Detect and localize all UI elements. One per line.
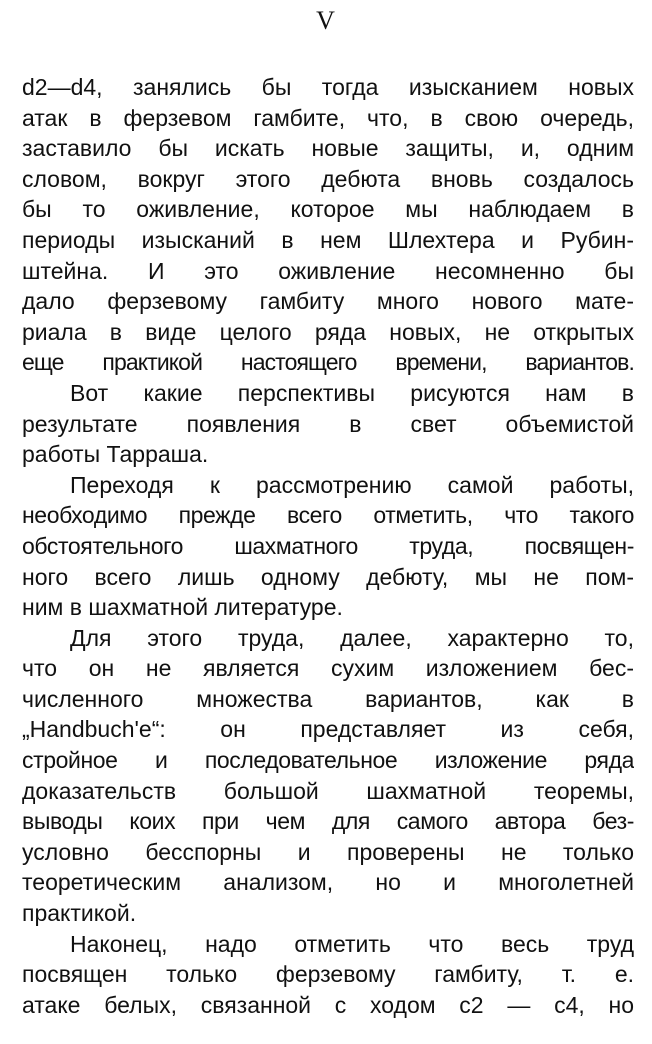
- text-line: штейна. И это оживление несомненно бы: [22, 257, 634, 284]
- text-line: бы то оживление, которое мы наблюдаем в: [22, 196, 634, 223]
- paragraph-5: [22, 929, 634, 1021]
- text-line: условно бесспорны и проверены не только: [22, 838, 634, 865]
- text-line: что он не является сухим изложением бес-: [22, 655, 634, 682]
- text-line: риала в виде целого ряда новых, не открытых: [22, 318, 634, 345]
- paragraph-3: [22, 470, 634, 623]
- body-text: [22, 72, 634, 1020]
- text-line: результате появления в свет объемистой: [22, 410, 634, 437]
- text-line: дало ферзевому гамбиту много нового мате-: [22, 288, 634, 315]
- text-line: стройное и последовательное изложение ряда: [22, 747, 634, 774]
- text-line: еще практикой настоящего времени, вариантов.: [22, 349, 634, 376]
- text-line: практикой.: [22, 900, 137, 927]
- paragraph-4: [22, 623, 634, 929]
- text-line: работы Тарраша.: [22, 441, 209, 468]
- text-line: атаке белых, связанной с ходом c2 — c4, но: [22, 991, 634, 1018]
- text-line: необходимо прежде всего отметить, что такого: [22, 502, 634, 529]
- text-line: ного всего лишь одному дебюту, мы не пом-: [22, 563, 634, 590]
- text-line: периоды изысканий в нем Шлехтера и Рубин-: [22, 226, 634, 253]
- paragraph-2: [22, 378, 634, 470]
- text-line: выводы коих при чем для самого автора без-: [22, 808, 634, 835]
- text-line: ним в шахматной литературе.: [22, 594, 343, 621]
- paragraph-1: [22, 72, 634, 378]
- page-number: V: [316, 6, 336, 35]
- text-line: „Handbuch'e“: он представляет из себя,: [22, 716, 634, 743]
- text-line: Переходя к рассмотрению самой работы,: [70, 471, 634, 498]
- text-line: словом, вокруг этого дебюта вновь создалось: [22, 165, 634, 192]
- text-line: численного множества вариантов, как в: [22, 685, 634, 712]
- text-line: атак в ферзевом гамбите, что, в свою очередь,: [22, 104, 634, 131]
- text-line: теоретическим анализом, но и многолетней: [22, 869, 634, 896]
- text-line: Для этого труда, далее, характерно то,: [70, 624, 634, 651]
- text-line: Вот какие перспективы рисуются нам в: [70, 379, 634, 406]
- text-line: d2—d4, занялись бы тогда изысканием новых: [22, 74, 634, 100]
- text-line: заставило бы искать новые защиты, и, одним: [22, 135, 634, 162]
- text-line: посвящен только ферзевому гамбиту, т. е.: [22, 961, 634, 988]
- text-line: Наконец, надо отметить что весь труд: [70, 930, 634, 957]
- text-line: доказательств большой шахматной теоремы,: [22, 777, 634, 804]
- text-line: обстоятельного шахматного труда, посвящен-: [22, 532, 634, 559]
